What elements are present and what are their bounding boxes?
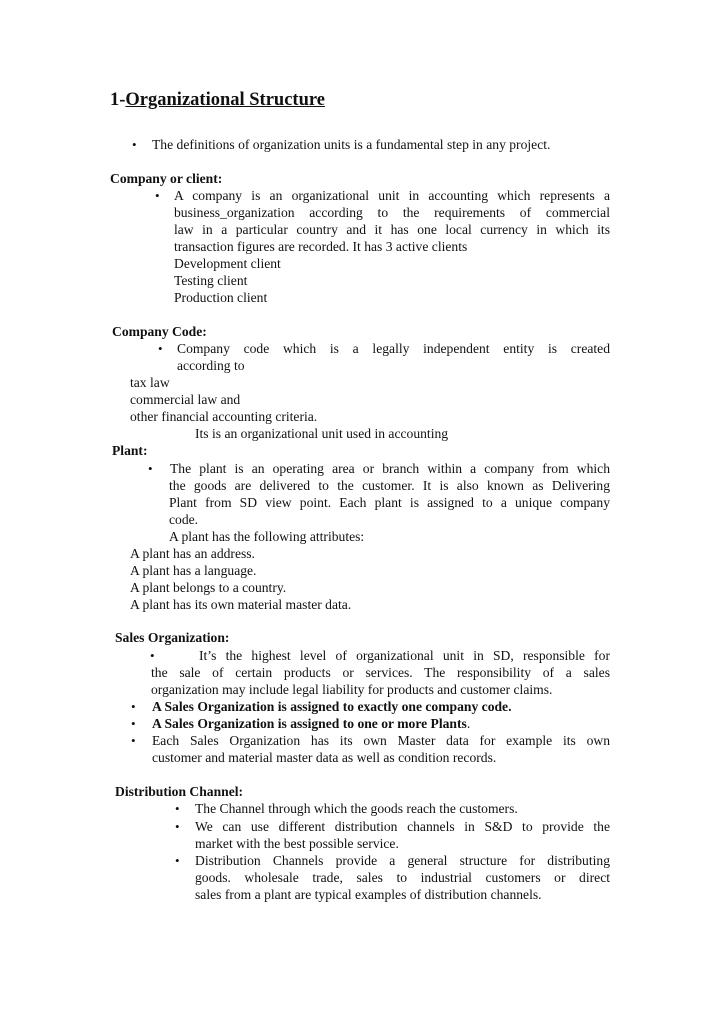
company-line: law in a particular country and it has one local currency in which its (174, 222, 610, 237)
sales-org-master-data: customer and material master data as well as condition records. (152, 750, 497, 765)
distribution-line: market with the best possible service. (195, 836, 399, 851)
company-line: A company is an organizational unit in accounting which represents a (174, 188, 610, 203)
plant-attribute: A plant belongs to a country. (130, 580, 287, 595)
plant-line: A plant has the following attributes: (169, 529, 365, 544)
company-code-line: Company code which is a legally independent entity is created (177, 341, 610, 356)
sales-org-line: It’s the highest level of organizational unit in SD, responsible for (199, 648, 610, 663)
company-code-item: tax law (130, 375, 170, 390)
distribution-line: sales from a plant are typical examples of distribution channels. (195, 887, 542, 902)
intro-text: The definitions of organization units is a fundamental step in any project. (152, 137, 551, 152)
plant-line: the goods are delivered to the customer. It is also known as Delivering (169, 478, 610, 493)
bullet-icon: • (175, 853, 180, 868)
bullet-icon: • (148, 461, 153, 476)
company-code-line: Its is an organizational unit used in accounting (195, 426, 449, 441)
plant-line: The plant is an operating area or branch within a company from which (170, 461, 610, 476)
sales-org-line: organization may include legal liability for products and customer claims. (151, 682, 553, 697)
plant-attribute: A plant has its own material master data. (130, 597, 352, 612)
company-client-item: Testing client (174, 273, 248, 288)
bullet-icon: • (175, 819, 180, 834)
plant-line: code. (169, 512, 199, 527)
page-title (110, 89, 325, 111)
plant-heading: Plant: (112, 443, 148, 458)
company-client-item: Production client (174, 290, 268, 305)
bullet-icon: • (131, 733, 136, 748)
bullet-icon: • (131, 716, 136, 731)
bullet-icon: • (158, 341, 163, 356)
bullet-icon: • (132, 137, 137, 152)
distribution-line: The Channel through which the goods reach the customers. (195, 801, 518, 816)
company-line: transaction figures are recorded. It has 3 active clients (174, 239, 468, 254)
distribution-line: We can use different distribution channels in S&D to provide the (195, 819, 610, 834)
company-code-heading: Company Code: (112, 324, 207, 339)
sales-org-company-code-rule: A Sales Organization is assigned to exactly one company code. (152, 699, 512, 714)
distribution-heading: Distribution Channel: (115, 784, 244, 799)
bullet-icon: • (150, 648, 155, 663)
sales-org-plants-rule-text: A Sales Organization is assigned to one or more Plants (152, 716, 467, 731)
sales-org-plants-rule-end: . (466, 716, 471, 731)
sales-org-heading: Sales Organization: (115, 630, 230, 645)
bullet-icon: • (131, 699, 136, 714)
sales-org-master-data: Each Sales Organization has its own Master data for example its own (152, 733, 610, 748)
distribution-line: Distribution Channels provide a general structure for distributing (195, 853, 610, 868)
bullet-icon: • (175, 801, 180, 816)
company-line: business_organization according to the requirements of commercial (174, 205, 610, 220)
company-client-item: Development client (174, 256, 281, 271)
sales-org-line: the sale of certain products or services. The responsibility of a sales (151, 665, 610, 680)
company-code-item: commercial law and (130, 392, 241, 407)
distribution-line: goods. wholesale trade, sales to industrial customers or direct (195, 870, 610, 885)
plant-attribute: A plant has an address. (130, 546, 255, 561)
company-heading: Company or client: (110, 171, 223, 186)
title-text: Organizational Structure (125, 90, 325, 110)
plant-line: Plant from SD view point. Each plant is assigned to a unique company (169, 495, 610, 510)
bullet-icon: • (155, 188, 160, 203)
plant-attribute: A plant has a language. (130, 563, 257, 578)
sales-org-plants-rule (152, 715, 470, 732)
title-number: 1- (110, 90, 126, 110)
company-code-line: according to (177, 358, 245, 373)
company-code-item: other financial accounting criteria. (130, 409, 318, 424)
